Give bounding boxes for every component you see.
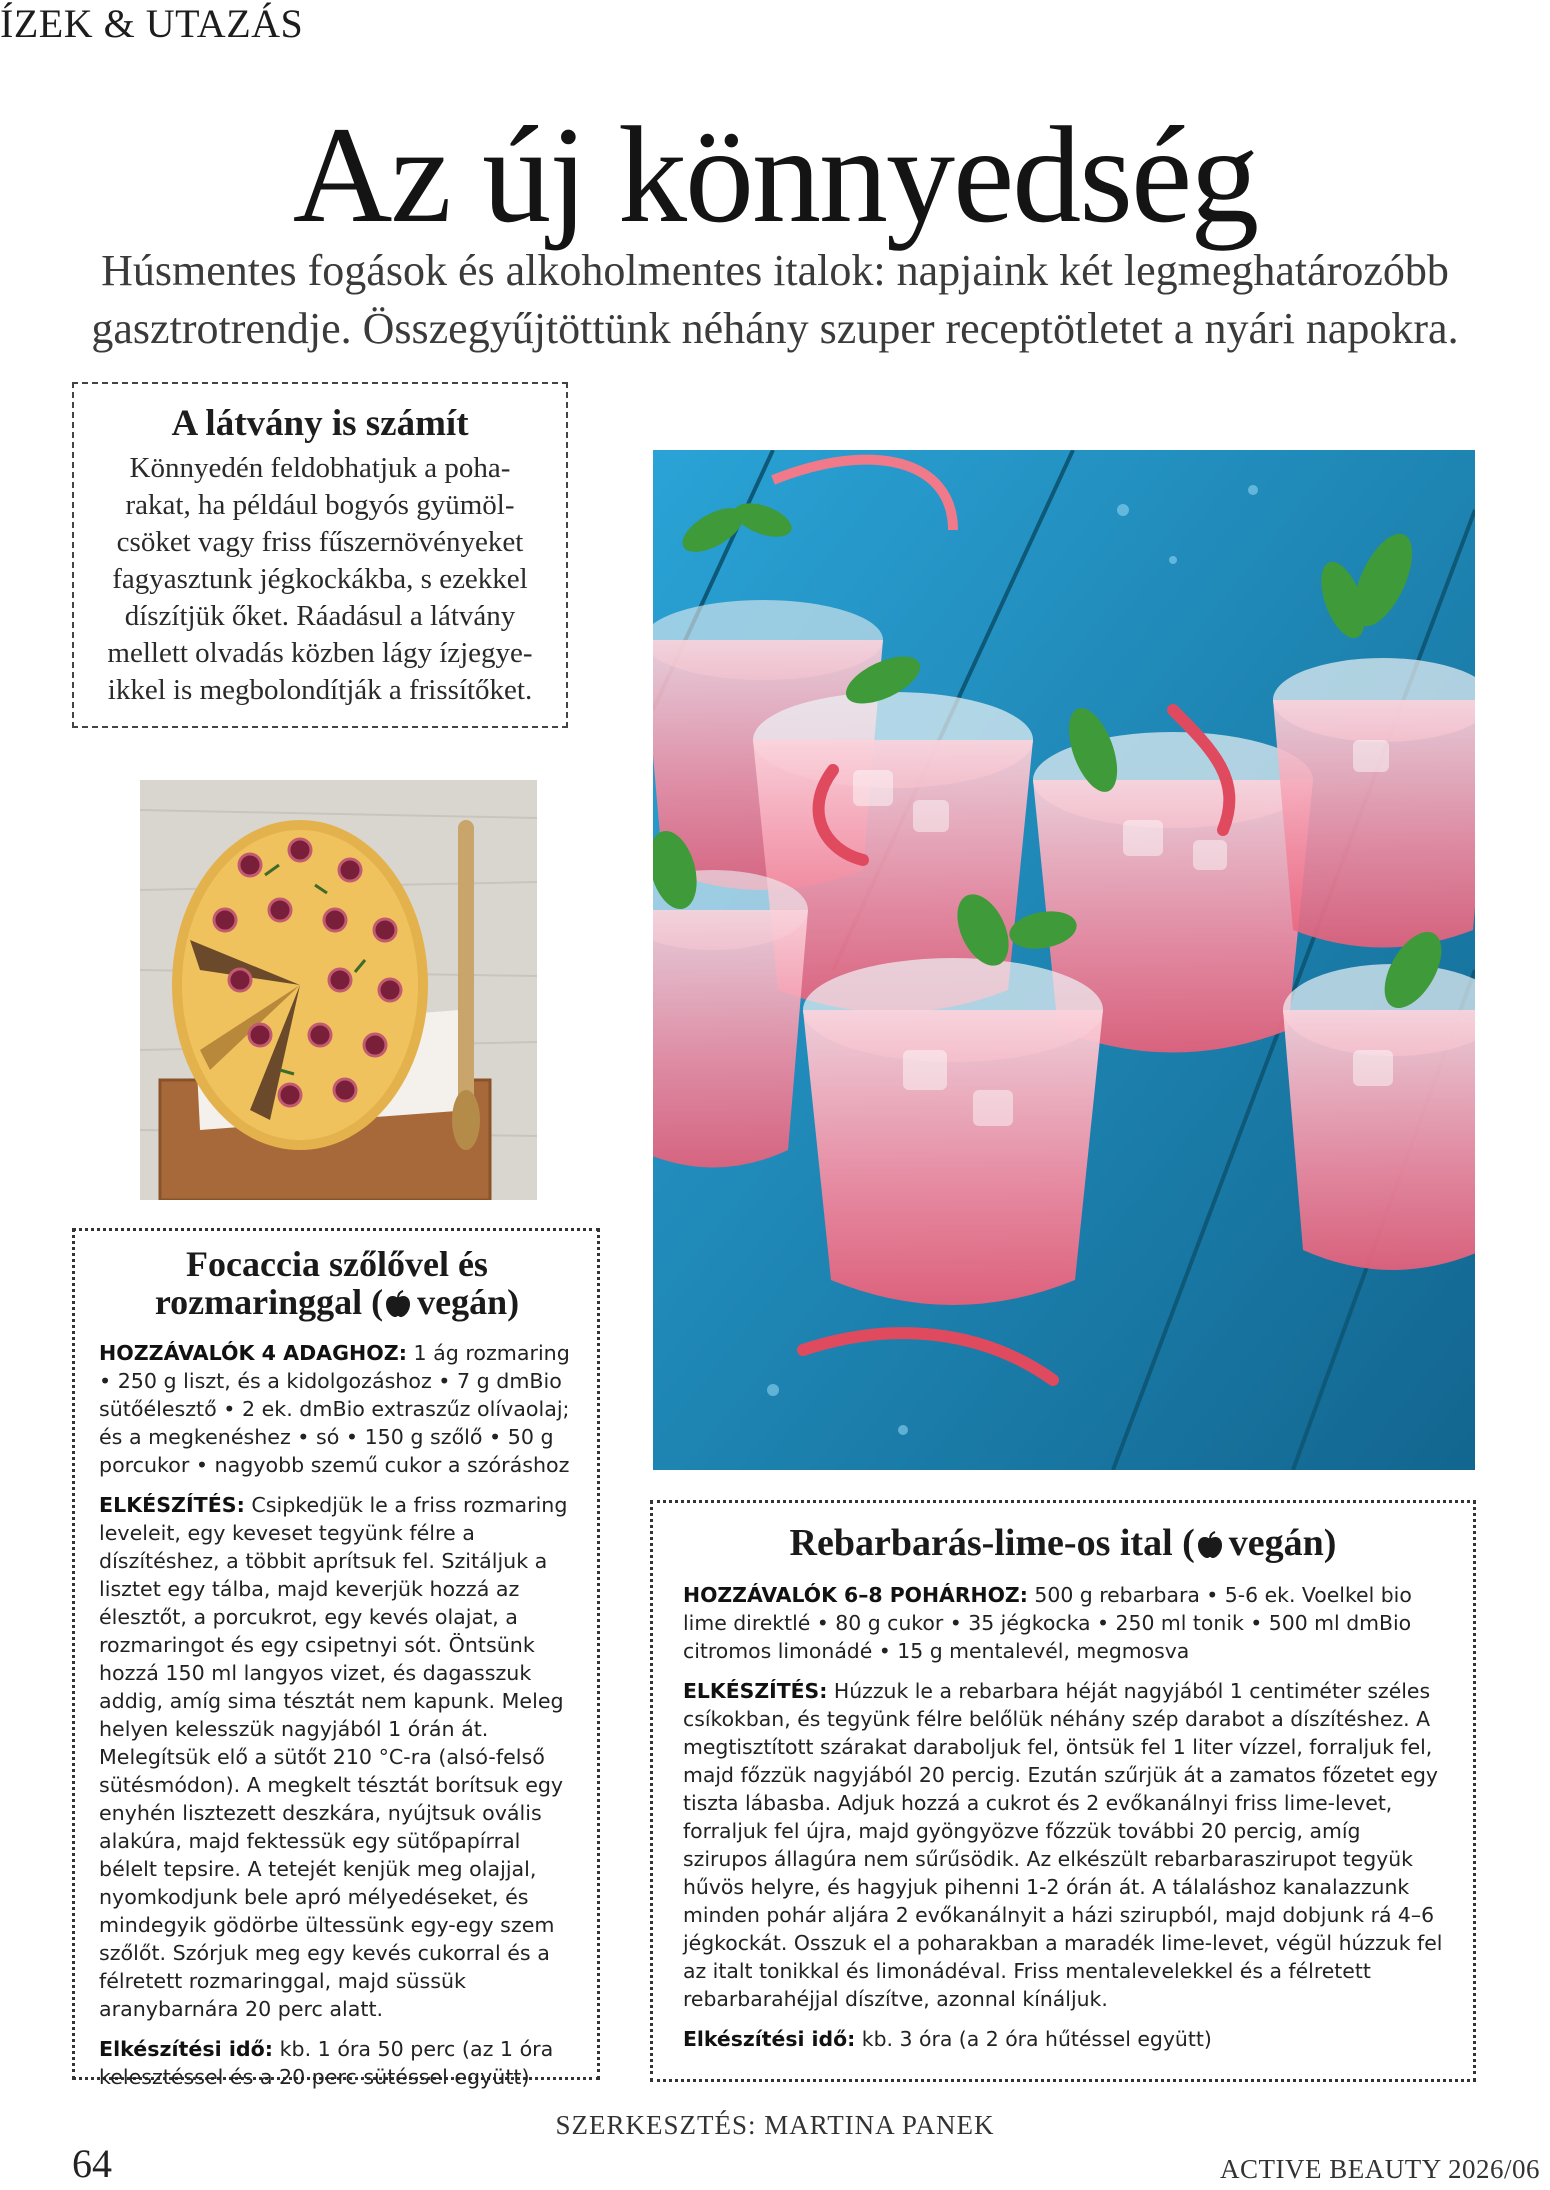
editor-credit: SZERKESZTÉS: MARTINA PANEK [555,2110,995,2140]
tip-line: csöket vagy friss fűszernövényeket [116,526,524,558]
drink-recipe-title [683,1521,1443,1569]
focaccia-title-vegan: vegán) [417,1282,520,1322]
drink-title-text: Rebarbarás-lime-os ital ( [789,1522,1195,1564]
drink-time-label: Elkészítési idő: [683,2027,856,2051]
focaccia-photo [140,780,537,1200]
lede: Húsmentes fogások és alkoholmentes italok: napjaink két legmeghatározóbb gasztrotrendje. Összegyűjtöttünk néhány szuper receptötletet a nyári napokra. [91,246,1459,353]
page-title: Az új könnyedség [292,98,1258,251]
tip-line: mellett olvadás közben lágy ízjegye- [107,637,533,669]
focaccia-ingredients-text: 1 ág rozmaring • 250 g liszt, és a kidolgozáshoz • 7 g dmBio sütőélesztő • 2 ek. dmBio extraszűz olívaolaj; és a megkenéshez • só • 150 g szőlő • 50 g porcukor • nagyobb szemű cukor a szóráshoz [99,1341,570,1477]
tip-line: díszítjük őket. Ráadásul a látvány [124,600,516,632]
apple-icon [1197,1525,1223,1569]
tip-line: rakat, ha például bogyós gyümöl- [125,489,515,521]
drink-method-label: ELKÉSZÍTÉS: [683,1679,828,1703]
focaccia-ingredients-label: HOZZÁVALÓK 4 ADAGHOZ: [99,1341,407,1365]
focaccia-recipe-title [99,1245,575,1325]
drink-photo [653,450,1475,1470]
drink-ingredients [683,1581,1443,1665]
drink-ingredients-text: 500 g rebarbara • 5-6 ek. Voelkel bio lime direktlé • 80 g cukor • 35 jégkocka • 250 ml tonik • 500 ml dmBio citromos limonádé • 15 g mentalevél, megmosva [683,1583,1412,1663]
drink-title-vegan: vegán) [1228,1522,1337,1564]
tip-line: fagyasztunk jégkockákba, s ezekkel [112,563,528,595]
focaccia-title-line1: Focaccia szőlővel és [186,1244,488,1284]
section-label: ÍZEK & UTAZÁS [0,1,304,46]
focaccia-recipe-box [72,1228,600,2089]
drink-recipe-box [650,1500,1476,2082]
focaccia-time-text: kb. 1 óra 50 perc (az 1 óra kelesztéssel és a 20 perc sütéssel együtt) [99,2037,554,2089]
tip-box [72,382,568,728]
focaccia-time-label: Elkészítési idő: [99,2037,274,2061]
drink-method-text: Húzzuk le a rebarbara héját nagyjából 1 centiméter széles csíkokban, és tegyünk félre belőlük néhány szép darabot a díszítéshez. A megtisztított szárakat daraboljuk fel, öntsük fel 1 liter vízzel, forraljuk fel, majd főzzük nagyjából 20 percig. Ezután szűrjük át a zamatos főzetet egy tiszta lábasba. Adjuk hozzá a cukrot és 2 evőkanálnyi friss lime-levet, forraljuk fel újra, majd gyöngyözve főzzük további 20 percig, amíg szirupos állagúra nem sűrűsödik. Az elkészült rebarbaraszirupot tegyük hűvös helyre, és hagyjuk pihenni 1-2 órán át. A tálaláshoz kanalazzunk minden pohár aljára 2 evőkanálnyit a házi szirupból, majd dobjunk rá 4–6 jégkockát. Osszuk el a poharakban a maradék lime-levet, végül húzzuk fel az italt tonikkal és limonádéval. Friss mentalevelekkel és a félretett rebarbarahéjjal díszítve, azonnal kínáljuk. [683,1679,1443,2011]
apple-icon [385,1287,411,1325]
focaccia-time [99,2035,575,2091]
focaccia-method-text: Csipkedjük le a friss rozmaring leveleit, egy keveset tegyünk félre a díszítéshez, a többit aprítsuk fel. Szitáljuk a lisztet egy tálba, majd keverjük hozzá az élesztőt, a porcukrot, egy kevés olajat, a rozmaringot és egy csipetnyi sót. Öntsünk hozzá 150 ml langyos vizet, és dagasszuk addig, amíg sima tésztát nem kapunk. Meleg helyen kelesszük nagyjából 1 órán át. Melegítsük elő a sütőt 210 °C-ra (alsó-felső sütésmódon). A megkelt tésztát borítsuk egy enyhén lisztezett deszkára, nyújtsuk ovális alakúra, majd fektessük egy sütőpapírral bélelt tepsire. A tetejét kenjük meg olajjal, nyomkodjunk bele apró mélyedéseket, és mindegyik gödörbe ültessünk egy-egy szem szőlőt. Szórjuk meg egy kevés cukorral és a félretett rozmaringgal, majd süssük aranybarnára 20 perc alatt. [99,1493,568,2021]
tip-text [84,450,556,709]
focaccia-ingredients [99,1339,575,1479]
focaccia-method [99,1491,575,2023]
drink-time-text: kb. 3 óra (a 2 óra hűtéssel együtt) [861,2027,1212,2051]
issue-label: ACTIVE BEAUTY 2026/06 [1220,2154,1540,2184]
drink-time [683,2025,1443,2053]
focaccia-method-label: ELKÉSZÍTÉS: [99,1493,245,1517]
tip-line: ikkel is megbolondítják a frissítőket. [107,674,533,706]
page-number: 64 [72,2141,112,2186]
drink-method [683,1677,1443,2013]
tip-title: A látvány is számít [171,403,469,444]
tip-line: Könnyedén feldobhatjuk a poha- [129,452,511,484]
drink-ingredients-label: HOZZÁVALÓK 6–8 POHÁRHOZ: [683,1583,1028,1607]
focaccia-title-line2: rozmaringgal ( [154,1282,384,1322]
